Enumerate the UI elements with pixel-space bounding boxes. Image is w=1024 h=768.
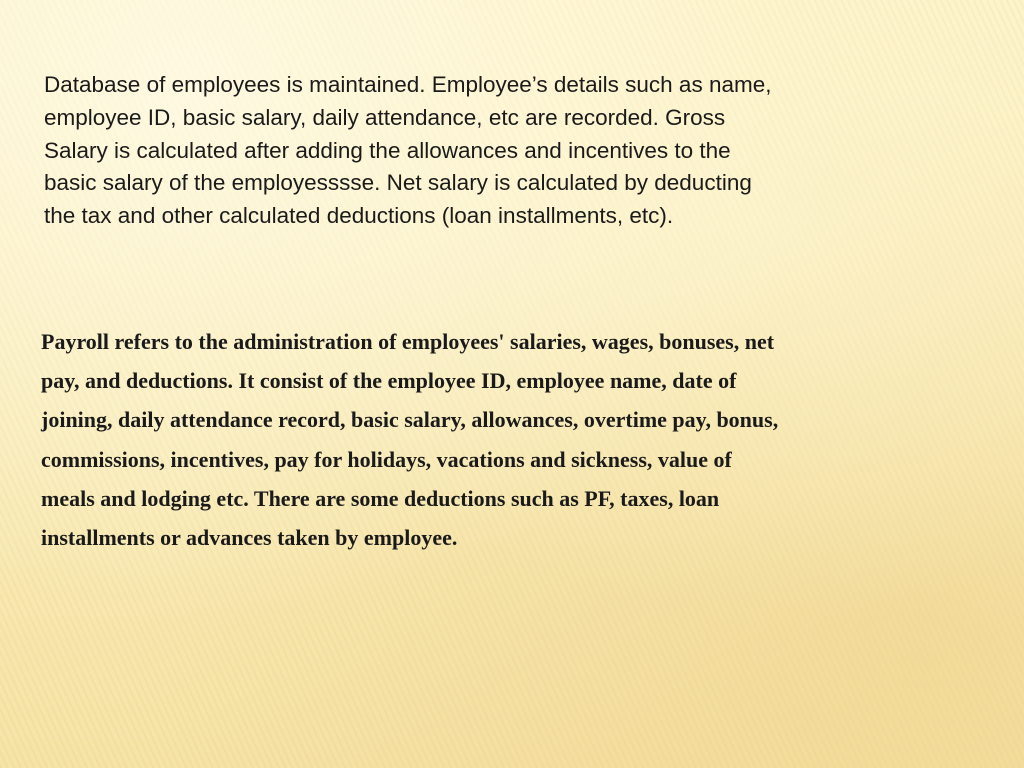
payroll-line: meals and lodging etc. There are some deductions such as PF, taxes, loan [41, 485, 720, 511]
payroll-line: commissions, incentives, pay for holidays, vacations and sickness, value of [41, 446, 732, 472]
intro-line: Salary is calculated after adding the allowances and incentives to the [44, 137, 731, 163]
payroll-paragraph [41, 322, 1011, 557]
payroll-line: pay, and deductions. It consist of the employee ID, employee name, date of [41, 368, 737, 394]
intro-line: employee ID, basic salary, daily attendance, etc are recorded. Gross [44, 104, 726, 130]
payroll-line: joining, daily attendance record, basic salary, allowances, overtime pay, bonus, [41, 407, 779, 433]
intro-line: the tax and other calculated deductions (loan installments, etc). [44, 203, 674, 229]
intro-paragraph [44, 69, 984, 233]
payroll-line: installments or advances taken by employee. [41, 525, 458, 551]
intro-line: Database of employees is maintained. Employee’s details such as name, [44, 72, 772, 97]
intro-line: basic salary of the employesssse. Net salary is calculated by deducting [44, 170, 752, 196]
payroll-line: Payroll refers to the administration of employees' salaries, wages, bonuses, net [41, 329, 775, 354]
